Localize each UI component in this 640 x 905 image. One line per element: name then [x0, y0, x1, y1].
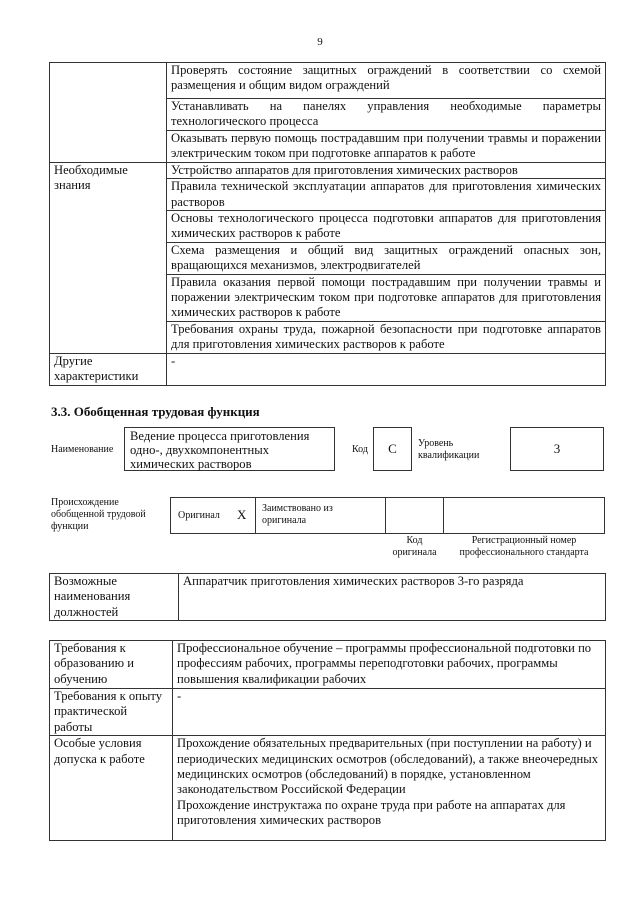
name-label: Наименование: [51, 444, 114, 455]
positions-label: Возможные наименования должностей: [50, 574, 179, 621]
knowledge-label: Необходимые знания: [50, 162, 167, 353]
level-value: 3: [510, 427, 604, 471]
knowledge-item: Схема размещения и общий вид защитных ограждений опасных зон, вращающихся механизмов, электродвигателей: [167, 242, 606, 274]
original-cell: [170, 497, 256, 534]
skill-item: Оказывать первую помощь пострадавшим при получении травмы и поражении электрическим током при подготовке аппаратов к работе: [167, 131, 606, 163]
positions-value: Аппаратчик приготовления химических растворов 3-го разряда: [179, 574, 606, 621]
knowledge-item: Устройство аппаратов для приготовления химических растворов: [167, 162, 606, 178]
reg-number-caption: Регистрационный номер профессионального стандарта: [459, 535, 589, 558]
requirement-label: Особые условия допуска к работе: [50, 736, 173, 841]
knowledge-item: Правила технической эксплуатации аппаратов для приготовления химических растворов: [167, 179, 606, 211]
requirement-text: Прохождение инструктажа по охране труда при работе на аппаратах для приготовления химических растворов: [177, 797, 566, 828]
page-number: 9: [317, 36, 323, 48]
borrowed-label: Заимствовано из оригинала: [255, 497, 386, 534]
other-value: -: [167, 353, 606, 385]
requirement-label: Требования к опыту практической работы: [50, 689, 173, 736]
requirements-table: [49, 640, 606, 841]
other-label: Другие характеристики: [50, 353, 167, 385]
skill-item: Проверять состояние защитных ограждений в соответствии со схемой размещения и общим видом ограждений: [167, 63, 606, 99]
skill-item: Устанавливать на панелях управления необходимые параметры технологического процесса: [167, 99, 606, 131]
requirement-value: [173, 736, 606, 841]
requirement-value: Профессиональное обучение – программы профессиональной подготовки по профессиям рабочих, программы переподготовки рабочих, программы повышения квалификации рабочих: [173, 641, 606, 689]
origin-code-cell: [385, 497, 444, 534]
code-value: C: [373, 427, 412, 471]
knowledge-item: Требования охраны труда, пожарной безопасности при подготовке аппаратов для приготовления химических растворов к работе: [167, 321, 606, 353]
origin-label: Происхождение обобщенной трудовой функции: [51, 497, 146, 532]
origin-code-caption: Код оригинала: [392, 535, 437, 558]
original-label: Оригинал: [178, 510, 220, 521]
requirement-label: Требования к образованию и обучению: [50, 641, 173, 689]
knowledge-item: Основы технологического процесса подготовки аппаратов для приготовления химических растворов к работе: [167, 211, 606, 243]
knowledge-item: Правила оказания первой помощи пострадавшим при получении травмы и поражении электрическим током при подготовке аппаратов для приготовления химических растворов к работе: [167, 274, 606, 321]
name-value: Ведение процесса приготовления одно-, двухкомпонентных химических растворов: [124, 427, 335, 471]
original-mark: X: [237, 507, 247, 522]
positions-table: [49, 573, 606, 621]
skills-knowledge-table: [49, 62, 606, 386]
section-heading: 3.3. Обобщенная трудовая функция: [51, 404, 260, 419]
reg-number-cell: [443, 497, 605, 534]
requirement-text: Прохождение обязательных предварительных (при поступлении на работу) и периодических медицинских осмотров (обследований), а также внеочередных медицинских осмотров (обследований) в порядке, установленном законодательством Российской Федерации: [177, 736, 599, 797]
level-label: Уровень квалификации: [418, 438, 480, 461]
requirement-value: -: [173, 689, 606, 736]
code-label: Код: [352, 444, 368, 455]
